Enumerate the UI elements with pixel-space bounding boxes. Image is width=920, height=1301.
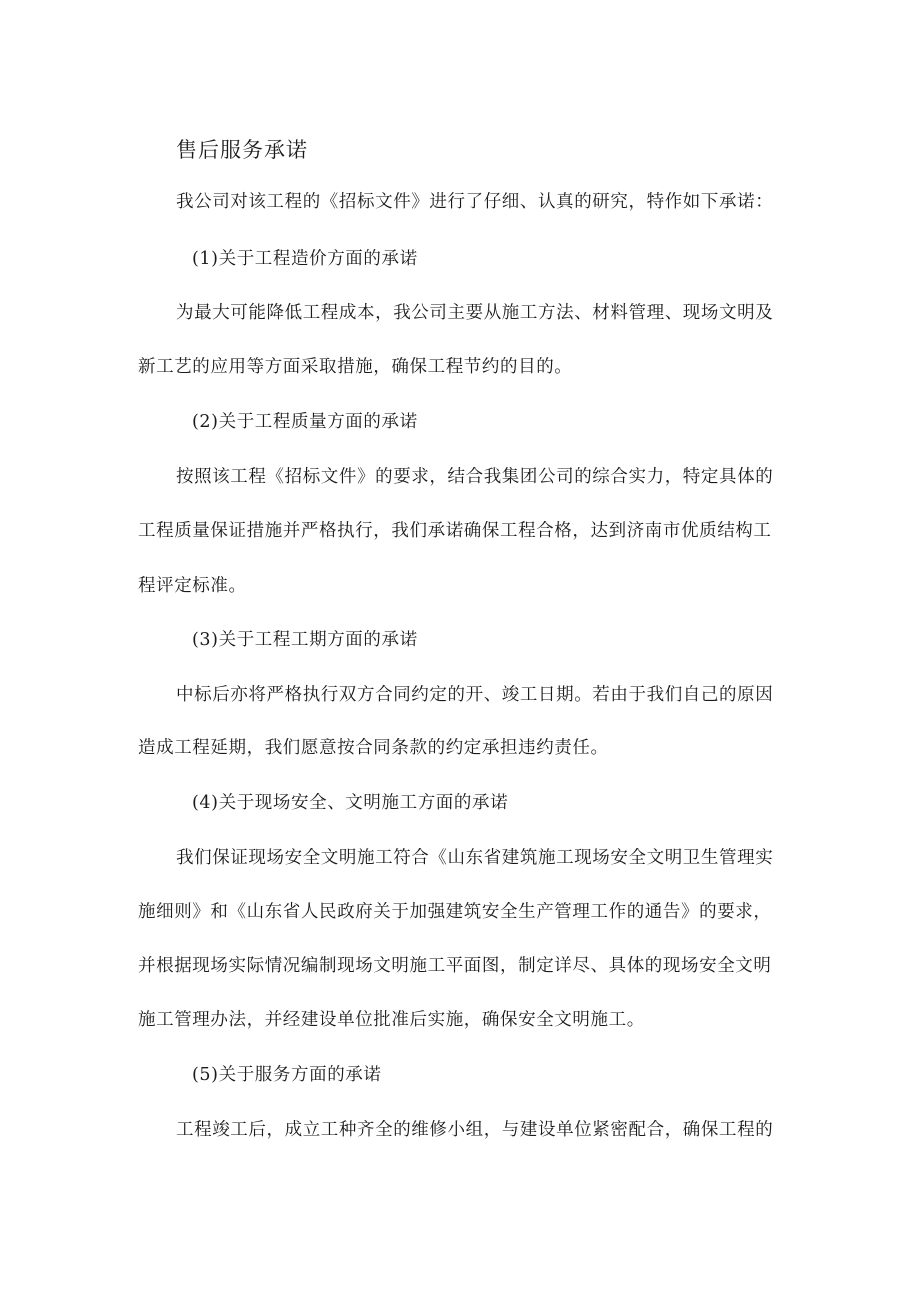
section-4-line-4: 施工管理办法，并经建设单位批准后实施，确保安全文明施工。: [138, 1010, 645, 1030]
section-2-line-3: 程评定标准。: [138, 576, 247, 596]
section-3-line-1: 中标后亦将严格执行双方合同约定的开、竣工日期。若由于我们自己的原因: [176, 685, 774, 705]
section-5-title: (5)关于服务方面的承诺: [192, 1065, 382, 1085]
section-1-line-1: 为最大可能降低工程成本，我公司主要从施工方法、材料管理、现场文明及: [176, 303, 774, 323]
section-5-line-1: 工程竣工后，成立工种齐全的维修小组，与建设单位紧密配合，确保工程的: [176, 1120, 774, 1140]
section-1-title: (1)关于工程造价方面的承诺: [192, 249, 418, 269]
section-4-line-1: 我们保证现场安全文明施工符合《山东省建筑施工现场安全文明卫生管理实: [176, 848, 774, 868]
section-4-line-2: 施细则》和《山东省人民政府关于加强建筑安全生产管理工作的通告》的要求，: [138, 902, 772, 922]
section-3-title: (3)关于工程工期方面的承诺: [192, 630, 418, 650]
section-1-line-2: 新工艺的应用等方面采取措施，确保工程节约的目的。: [138, 357, 573, 377]
section-2-line-1: 按照该工程《招标文件》的要求，结合我集团公司的综合实力，特定具体的: [176, 467, 774, 487]
section-4-title: (4)关于现场安全、文明施工方面的承诺: [192, 793, 509, 813]
section-3-line-2: 造成工程延期，我们愿意按合同条款的约定承担违约责任。: [138, 738, 609, 758]
section-2-title: (2)关于工程质量方面的承诺: [192, 412, 418, 432]
document-heading: 售后服务承诺: [176, 138, 308, 162]
intro-paragraph: 我公司对该工程的《招标文件》进行了仔细、认真的研究，特作如下承诺：: [176, 192, 774, 212]
section-2-line-2: 工程质量保证措施并严格执行，我们承诺确保工程合格，达到济南市优质结构工: [138, 521, 772, 541]
section-4-line-3: 并根据现场实际情况编制现场文明施工平面图，制定详尽、具体的现场安全文明: [138, 956, 772, 976]
